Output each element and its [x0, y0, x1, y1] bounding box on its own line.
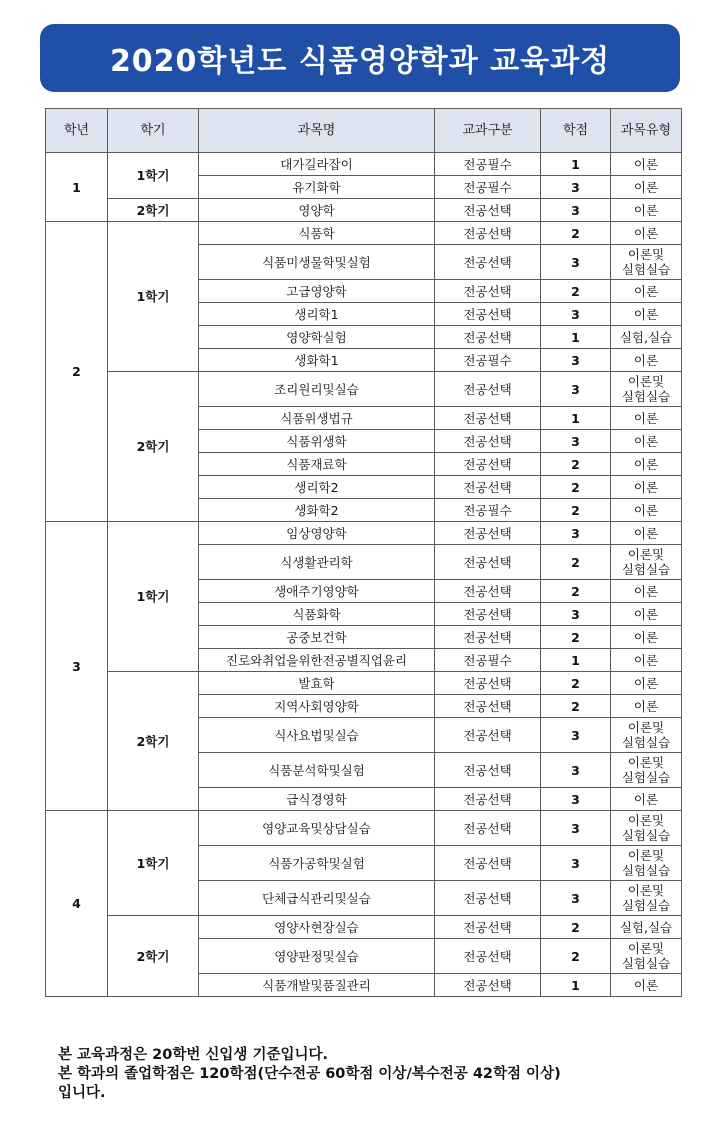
course-name-cell: 식품화학 [199, 603, 435, 626]
course-name-cell: 생화학2 [199, 499, 435, 522]
course-name-cell: 식품분석학및실험 [199, 753, 435, 788]
category-cell: 전공선택 [435, 974, 541, 997]
type-cell: 이론및 실험실습 [611, 545, 682, 580]
course-name-cell: 영양교육및상담실습 [199, 811, 435, 846]
category-cell: 전공선택 [435, 695, 541, 718]
credits-cell: 3 [541, 603, 611, 626]
credits-cell: 3 [541, 349, 611, 372]
category-cell: 전공선택 [435, 453, 541, 476]
type-cell: 이론및 실험실습 [611, 753, 682, 788]
credits-cell: 3 [541, 430, 611, 453]
credits-cell: 1 [541, 326, 611, 349]
category-cell: 전공선택 [435, 522, 541, 545]
type-cell: 이론 [611, 626, 682, 649]
type-cell: 이론및 실험실습 [611, 811, 682, 846]
curriculum-table [45, 108, 682, 997]
course-name-cell: 유기화학 [199, 176, 435, 199]
course-name-cell: 식품학 [199, 222, 435, 245]
notes [58, 1046, 678, 1103]
type-cell: 이론 [611, 476, 682, 499]
credits-cell: 3 [541, 245, 611, 280]
type-cell: 이론 [611, 222, 682, 245]
credits-cell: 2 [541, 695, 611, 718]
credits-cell: 3 [541, 522, 611, 545]
category-cell: 전공선택 [435, 672, 541, 695]
course-name-cell: 급식경영학 [199, 788, 435, 811]
category-cell: 전공선택 [435, 881, 541, 916]
category-cell: 전공선택 [435, 939, 541, 974]
course-name-cell: 임상영양학 [199, 522, 435, 545]
type-cell: 이론 [611, 499, 682, 522]
credits-cell: 2 [541, 499, 611, 522]
credits-cell: 1 [541, 649, 611, 672]
course-name-cell: 영양학실험 [199, 326, 435, 349]
year-cell: 2 [46, 222, 108, 522]
table-row [46, 372, 682, 407]
category-cell: 전공선택 [435, 603, 541, 626]
credits-cell: 1 [541, 974, 611, 997]
type-cell: 실험,실습 [611, 326, 682, 349]
category-cell: 전공선택 [435, 846, 541, 881]
category-cell: 전공선택 [435, 245, 541, 280]
year-cell: 4 [46, 811, 108, 997]
credits-cell: 3 [541, 718, 611, 753]
credits-cell: 2 [541, 453, 611, 476]
category-cell: 전공선택 [435, 222, 541, 245]
course-name-cell: 식품재료학 [199, 453, 435, 476]
category-cell: 전공선택 [435, 580, 541, 603]
note-line: 본 학과의 졸업학점은 120학점(단수전공 60학점 이상/복수전공 42학점 이상) 입니다. [58, 1066, 561, 1101]
course-name-cell: 식품위생법규 [199, 407, 435, 430]
category-cell: 전공선택 [435, 476, 541, 499]
year-cell: 3 [46, 522, 108, 811]
category-cell: 전공필수 [435, 153, 541, 176]
course-name-cell: 조리원리및실습 [199, 372, 435, 407]
credits-cell: 3 [541, 753, 611, 788]
type-cell: 이론 [611, 672, 682, 695]
credits-cell: 3 [541, 372, 611, 407]
course-name-cell: 진로와취업을위한전공별직업윤리 [199, 649, 435, 672]
header-course-name: 과목명 [199, 109, 435, 153]
table-row [46, 222, 682, 245]
course-name-cell: 지역사회영양학 [199, 695, 435, 718]
category-cell: 전공선택 [435, 811, 541, 846]
course-name-cell: 식품미생물학및실험 [199, 245, 435, 280]
type-cell: 이론 [611, 176, 682, 199]
type-cell: 이론 [611, 453, 682, 476]
type-cell: 이론및 실험실습 [611, 846, 682, 881]
category-cell: 전공필수 [435, 176, 541, 199]
course-name-cell: 식품위생학 [199, 430, 435, 453]
type-cell: 이론및 실험실습 [611, 718, 682, 753]
table-row [46, 199, 682, 222]
course-name-cell: 고급영양학 [199, 280, 435, 303]
header-type: 과목유형 [611, 109, 682, 153]
table-row [46, 916, 682, 939]
header-credits: 학점 [541, 109, 611, 153]
type-cell: 이론및 실험실습 [611, 245, 682, 280]
table-row [46, 522, 682, 545]
year-cell: 1 [46, 153, 108, 222]
type-cell: 이론 [611, 522, 682, 545]
category-cell: 전공선택 [435, 326, 541, 349]
header-semester: 학기 [108, 109, 199, 153]
course-name-cell: 생리학2 [199, 476, 435, 499]
credits-cell: 2 [541, 672, 611, 695]
semester-cell: 1학기 [108, 522, 199, 672]
course-name-cell: 생화학1 [199, 349, 435, 372]
category-cell: 전공필수 [435, 499, 541, 522]
category-cell: 전공선택 [435, 788, 541, 811]
type-cell: 이론 [611, 788, 682, 811]
semester-cell: 2학기 [108, 199, 199, 222]
type-cell: 이론 [611, 649, 682, 672]
credits-cell: 2 [541, 222, 611, 245]
credits-cell: 3 [541, 881, 611, 916]
category-cell: 전공선택 [435, 407, 541, 430]
course-name-cell: 단체급식관리및실습 [199, 881, 435, 916]
credits-cell: 3 [541, 176, 611, 199]
credits-cell: 2 [541, 626, 611, 649]
credits-cell: 3 [541, 303, 611, 326]
category-cell: 전공필수 [435, 349, 541, 372]
credits-cell: 2 [541, 939, 611, 974]
type-cell: 이론 [611, 580, 682, 603]
type-cell: 이론 [611, 974, 682, 997]
type-cell: 이론 [611, 407, 682, 430]
title-banner [40, 24, 680, 92]
header-row [46, 109, 682, 153]
course-name-cell: 식품개발및품질관리 [199, 974, 435, 997]
credits-cell: 3 [541, 788, 611, 811]
credits-cell: 2 [541, 545, 611, 580]
type-cell: 이론및 실험실습 [611, 939, 682, 974]
credits-cell: 2 [541, 916, 611, 939]
category-cell: 전공선택 [435, 280, 541, 303]
course-name-cell: 생애주기영양학 [199, 580, 435, 603]
type-cell: 이론 [611, 280, 682, 303]
semester-cell: 2학기 [108, 672, 199, 811]
course-name-cell: 발효학 [199, 672, 435, 695]
credits-cell: 3 [541, 846, 611, 881]
course-name-cell: 대가길라잡이 [199, 153, 435, 176]
credits-cell: 3 [541, 199, 611, 222]
type-cell: 이론 [611, 603, 682, 626]
type-cell: 이론 [611, 199, 682, 222]
type-cell: 이론 [611, 695, 682, 718]
category-cell: 전공선택 [435, 718, 541, 753]
category-cell: 전공선택 [435, 916, 541, 939]
credits-cell: 2 [541, 580, 611, 603]
course-name-cell: 식사요법및실습 [199, 718, 435, 753]
semester-cell: 2학기 [108, 372, 199, 522]
page-title: 2020학년도 식품영양학과 교육과정 [109, 44, 611, 79]
category-cell: 전공필수 [435, 649, 541, 672]
course-name-cell: 영양학 [199, 199, 435, 222]
credits-cell: 3 [541, 811, 611, 846]
course-name-cell: 식품가공학및실험 [199, 846, 435, 881]
semester-cell: 1학기 [108, 811, 199, 916]
table-row [46, 811, 682, 846]
semester-cell: 2학기 [108, 916, 199, 997]
type-cell: 이론 [611, 430, 682, 453]
type-cell: 실험,실습 [611, 916, 682, 939]
category-cell: 전공선택 [435, 372, 541, 407]
type-cell: 이론 [611, 303, 682, 326]
table-row [46, 153, 682, 176]
category-cell: 전공선택 [435, 199, 541, 222]
header-category: 교과구분 [435, 109, 541, 153]
credits-cell: 2 [541, 280, 611, 303]
course-name-cell: 영양판정및실습 [199, 939, 435, 974]
category-cell: 전공선택 [435, 430, 541, 453]
semester-cell: 1학기 [108, 222, 199, 372]
type-cell: 이론 [611, 349, 682, 372]
note-line: 본 교육과정은 20학번 신입생 기준입니다. [58, 1047, 328, 1063]
category-cell: 전공선택 [435, 753, 541, 788]
course-name-cell: 생리학1 [199, 303, 435, 326]
category-cell: 전공선택 [435, 545, 541, 580]
course-name-cell: 식생활관리학 [199, 545, 435, 580]
semester-cell: 1학기 [108, 153, 199, 199]
category-cell: 전공선택 [435, 303, 541, 326]
category-cell: 전공선택 [435, 626, 541, 649]
table-row [46, 672, 682, 695]
credits-cell: 1 [541, 153, 611, 176]
course-name-cell: 영양사현장실습 [199, 916, 435, 939]
type-cell: 이론및 실험실습 [611, 881, 682, 916]
credits-cell: 1 [541, 407, 611, 430]
type-cell: 이론 [611, 153, 682, 176]
credits-cell: 2 [541, 476, 611, 499]
header-year: 학년 [46, 109, 108, 153]
course-name-cell: 공중보건학 [199, 626, 435, 649]
type-cell: 이론및 실험실습 [611, 372, 682, 407]
